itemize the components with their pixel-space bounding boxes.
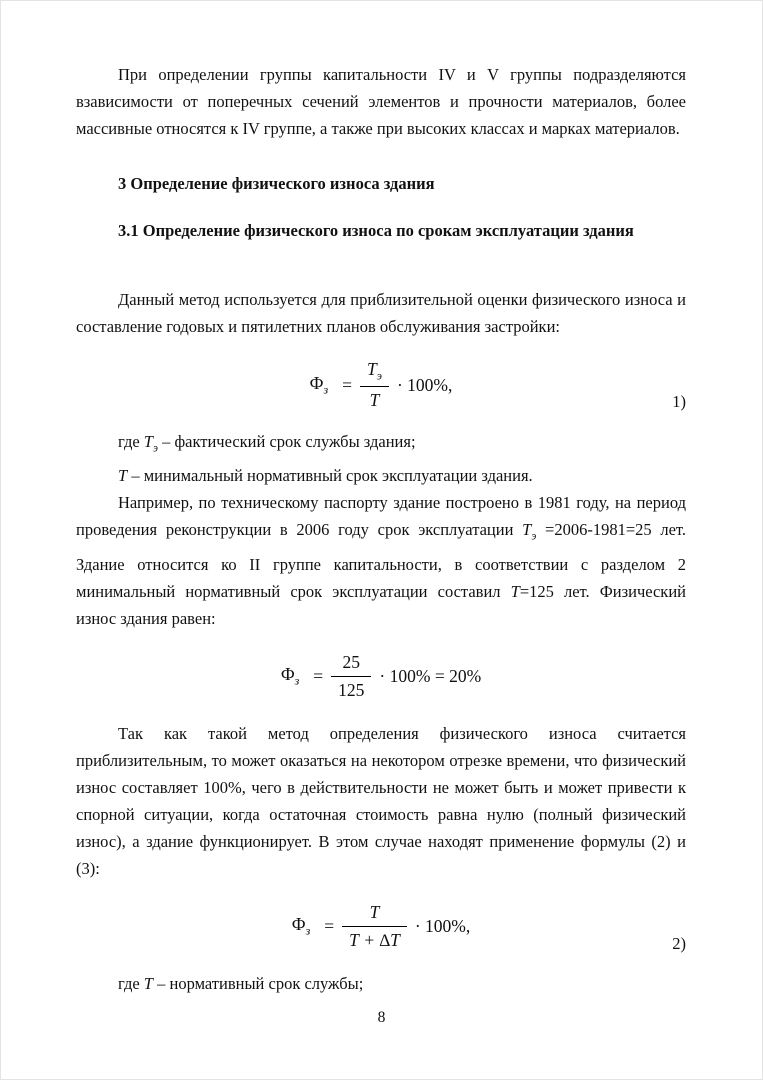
- equals-sign: =: [324, 916, 335, 937]
- paragraph-text: Так как такой метод определения физического износа считается приблизительным, то может оказаться на некотором отрезке времени, что физический износ составляет 100%, чего в действительности не может быть и может привести к спорной ситуации, когда остаточная стоимость равна нулю (полный физический износ), а здание функционирует. В этом случае находят применение формулы (2) и (3):: [76, 723, 686, 878]
- page-number: 8: [377, 1009, 386, 1026]
- fraction: [360, 359, 389, 412]
- formula-number: 2): [672, 933, 686, 953]
- phi-symbol: Ф: [280, 664, 295, 685]
- example-text: =2006-1981=25 лет. Здание относится ко II группе капитальности, в соответствии с разделом 2 минимальный нормативный срок эксплуатации составил: [76, 520, 686, 601]
- section-heading-3: [76, 170, 686, 197]
- paragraph-method-limits: [76, 720, 686, 882]
- heading-text: 3.1 Определение физического износа по срокам эксплуатации здания: [118, 221, 634, 240]
- variable-subscript: э: [152, 442, 158, 455]
- example-text: =125 лет. Физический износ здания равен:: [76, 581, 686, 628]
- phi-subscript: з: [323, 382, 329, 397]
- variable-T: Т: [510, 581, 520, 601]
- variable-T: Т: [143, 432, 153, 451]
- where-text: – нормативный срок службы;: [152, 973, 364, 993]
- phi-subscript: з: [305, 923, 311, 938]
- fraction-denominator: Т + ∆Т: [349, 930, 400, 951]
- where-clause-1: [76, 428, 686, 462]
- formula-lhs: [281, 664, 299, 689]
- paragraph-method-intro: [76, 286, 686, 340]
- formula-lhs: [310, 373, 328, 398]
- paragraph-example: [76, 489, 686, 631]
- where-prefix: где: [118, 973, 144, 993]
- variable-T: Т: [118, 466, 128, 486]
- where-clause-3: [76, 970, 686, 997]
- variable-T: Т: [522, 520, 532, 540]
- fraction-numerator: Т: [342, 902, 407, 927]
- fraction-denominator: Т: [369, 390, 380, 411]
- paragraph-capital-groups: [76, 61, 686, 142]
- variable-T: Т: [143, 973, 153, 993]
- fraction-numerator: 25: [331, 652, 371, 677]
- where-text: – фактический срок службы здания;: [157, 432, 416, 451]
- fraction-numerator: [360, 359, 389, 388]
- fraction: [342, 902, 407, 951]
- formula-number: 1): [672, 392, 686, 411]
- variable-subscript: э: [531, 530, 537, 543]
- where-text: – минимальный нормативный срок эксплуатации здания.: [127, 466, 533, 486]
- formula-2: [76, 898, 686, 956]
- fraction-denominator: 125: [338, 680, 365, 701]
- formula-example-calculation: [76, 648, 686, 706]
- equals-sign: =: [342, 374, 352, 395]
- where-clause-2: [76, 462, 686, 489]
- heading-text: 3 Определение физического износа здания: [118, 174, 435, 193]
- formula-lhs: [292, 914, 310, 939]
- where-prefix: где: [118, 432, 144, 451]
- numerator-subscript: э: [376, 368, 382, 383]
- fraction: [331, 652, 371, 701]
- phi-symbol: Ф: [309, 372, 324, 393]
- formula-1: [76, 356, 686, 414]
- equals-sign: =: [313, 666, 324, 687]
- paragraph-text: При определении группы капитальности IV и V группы подразделяются взависимости от поперечных сечений элементов и прочности материалов, более массивные относятся к IV группе, а также при высоких классах и марках материалов.: [76, 65, 686, 138]
- formula-tail: · 100%,: [396, 374, 453, 395]
- section-heading-3-1: [76, 217, 686, 244]
- example-text: Например, по техническому паспорту здание построено в 1981 году, на период проведения реконструкции в 2006 году срок эксплуатации: [76, 493, 686, 540]
- phi-subscript: з: [294, 673, 300, 688]
- paragraph-text: Данный метод используется для приблизительной оценки физического износа и составление годовых и пятилетних планов обслуживания застройки:: [76, 290, 686, 336]
- numerator-var: Т: [366, 358, 377, 379]
- formula-tail: · 100%,: [414, 916, 471, 937]
- formula-tail: · 100% = 20%: [379, 666, 482, 687]
- phi-symbol: Ф: [291, 914, 306, 935]
